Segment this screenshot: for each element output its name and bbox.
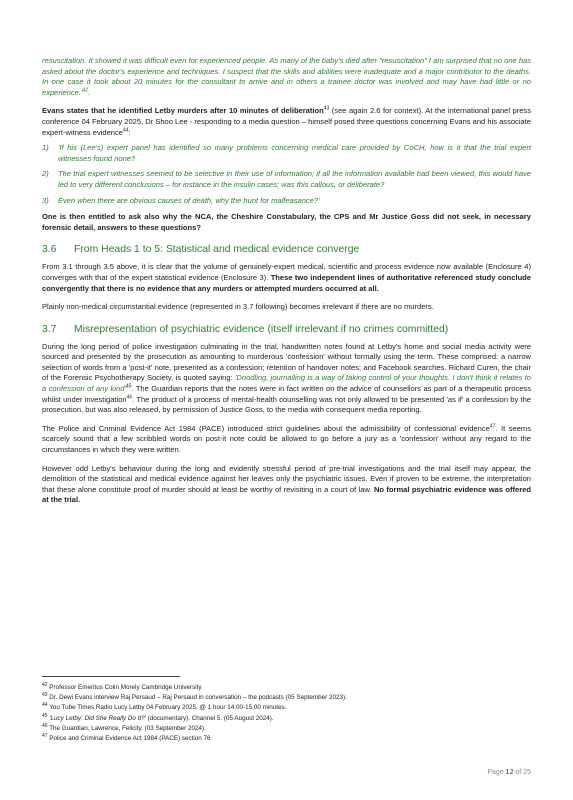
footnote-divider: [42, 676, 180, 677]
footnote-ref: 44: [122, 127, 129, 134]
footnotes: [42, 683, 532, 744]
footnote-ref: 46: [126, 394, 133, 401]
quote-text: resuscitation. It showed it was difficult even for experienced people. As many of the baby's died after "resuscitation" I am surprised that no one has asked about the doctor's experience and techniques. I suspect that the skills and abilities were inadequate and a major contributor to the deaths. In one case it took about 20 minutes for the consultant to arrive and in others a trainee doctor was involved and may have had little or no experience.': [42, 56, 531, 97]
footnote-number: 47: [42, 732, 48, 739]
section-number: 3.6: [42, 244, 57, 256]
page-current: 12: [505, 769, 514, 776]
footnote-ref: 43: [323, 105, 330, 112]
paragraph-pace: [42, 424, 531, 456]
footnote-ref: 47: [489, 423, 496, 430]
page-prefix: Page: [487, 769, 506, 776]
footnote-ref: 45: [125, 383, 132, 390]
paragraph-text: . The product of a process of mental-health counselling was not only allowed to be presented 'as if' a confession by the prosecution, but was also released, by permission of Justice Goss, to the media with consequent media reporting.: [42, 394, 531, 415]
paragraph-text: :: [128, 127, 131, 137]
footnote-ref: 42: [82, 87, 89, 94]
paragraph-notes: [42, 342, 531, 416]
page-number: [487, 769, 531, 776]
list-item: [42, 196, 531, 207]
footnote: [42, 703, 532, 713]
section-title: From Heads 1 to 5: Statistical and medical evidence converge: [74, 244, 360, 256]
paragraph-text: During the long period of police investigation culminating in the trial, handwritten notes found at Letby's home and social media activity were sourced and presented by the prosecution as amounting to murderous 'confession' without formally using the term. These comprised: a narrow selection of words from a 'post-it' note, presented as a confession; retention of handover notes; and Facebook searches. Richard Curen, the chair of the Forensic Psychotherapy Society, is quoted saying:: [42, 341, 531, 383]
section-heading-3-7: [42, 323, 531, 336]
paragraph-entitled: One is then entitled to ask also why the NCA, the Cheshire Constabulary, the CPS and Mr Justice Goss did not seek, in necessary forensic detail, answers to these questions?: [42, 212, 531, 232]
footnote-number: 42: [42, 681, 48, 688]
list-number: 1): [42, 143, 49, 153]
page-total: 25: [523, 769, 531, 776]
paragraph-text: The Police and Criminal Evidence Act 1984 (PACE) introduced strict guidelines about the admissibility of confessional evidence: [42, 423, 490, 433]
footnote-number: 44: [42, 702, 48, 709]
list-text: Even when there are obvious causes of death, why the hunt for malfeasance?': [58, 195, 320, 205]
footnote-text: (documentary). Channel 5. (05 August 2024).: [145, 714, 274, 722]
footnote-text: Professor Emeritus Colin Morely Cambridge University: [47, 684, 202, 691]
paragraph-circumstantial: Plainly non-medical circumstantial evidence (represented in 3.7 following) becomes irrelevant if there are no murders.: [42, 302, 434, 312]
paragraph-text: (see again 2.6 for context). At the international panel press conference 04 February 2025, Dr Shoo Lee - responding to a media question – himself posed three questions concerning Evans and his associate expert-witness evidence: [42, 106, 531, 137]
list-number: 2): [42, 169, 49, 179]
paragraph-text: From 3.1 through 3.5 above, it is clear that the volume of genuinely-expert medical, scientific and process evidence now available (Enclosure 4) converges with that of the expert statistical evidence (Enclosure 3).: [42, 262, 531, 282]
bold-statement: These two independent lines of authoritative referenced study conclude convergently that there is no evidence that any murders or attempted murders occurred at all.: [42, 272, 531, 293]
footnote-number: 43: [42, 692, 48, 699]
paragraph-text: . The Guardian reports that the notes were in fact written on the advice of counsellors as part of a therapeutic process whilst under investigation: [42, 384, 531, 404]
quote-text: 'Doodling, journalling is a way of taking control of your thoughts. I don't think it relates to a confession of any kind': [42, 373, 531, 394]
bold-statement: Evans states that he identified Letby murders after 10 minutes of deliberation: [42, 106, 324, 116]
list-text: 'If his (Lee's) expert panel has identified so many problems concerning medical care provided by CoCH, how is it that the trial expert witnesses found none?: [58, 143, 531, 163]
quote-block: resuscitation. It showed it was difficult even for experienced people. As many of the baby's died after "resuscitation" I am surprised that no one has asked about the doctor's experience and techniques. I suspect that the skills and abilities were inadequate and a major contributor to the deaths. In one case it took about 20 minutes for the consultant to arrive and in others a trainee doctor was involved and may have had little or no $experience.'^{42}$.: [42, 56, 531, 97]
footnote: [42, 734, 532, 744]
paragraph-text: However odd Letby's behaviour during the long and evidently stressful period of pre-trial investigations and the trial itself may appear, the demolition of the statistical and medical evidence against her leaves only the psychiatric issues. Even if proven to be extreme, the interpretation that these alone constitute proof of murder should at least be worthy of revisiting in a court of law.: [42, 463, 531, 494]
list-text: The trial expert witnesses seemed to be selective in their use of information; if all the information available had been viewed, this would have led to very different conclusions – for instance in the insulin cases; was this callous, or deliberate?: [58, 169, 531, 189]
footnote: [42, 683, 532, 693]
questions-list: [42, 143, 531, 206]
bold-statement: No formal psychiatric evidence was offered at the trial.: [42, 484, 532, 505]
footnote-text: Dr. Dewi Evans interview Raj Persaud – Raj Persaud in conversation – the podcasts (05 September 2023).: [47, 694, 347, 702]
footnote-number: 46: [42, 722, 48, 729]
paragraph-psychiatric: [42, 464, 531, 506]
page-middle: of: [513, 769, 524, 776]
footnote-text: Police and Criminal Evidence Act 1984 (PACE) section 76: [47, 735, 211, 743]
section-title: Misrepresentation of psychiatric evidence (itself irrelevant if no crimes committed): [74, 323, 449, 335]
footnote-text: The Guardian, Lawrence, Felicity. (03 September 2024).: [47, 724, 206, 732]
footnote-title: 'Lucy Letby: Did She Really Do It?': [47, 714, 146, 722]
footnote-number: 45: [42, 712, 48, 719]
list-item: [42, 143, 531, 164]
footnote: [42, 714, 532, 724]
paragraph-text: . It seems scarcely sound that a few scribbled words on post-it note could be allowed to go before a jury as a 'confession' without any regard to the circumstances in which they were written.: [42, 423, 531, 455]
list-number: 3): [42, 195, 49, 205]
paragraph-convergence: [42, 262, 531, 294]
footnote: [42, 693, 532, 703]
footnote: [42, 724, 532, 734]
list-item: [42, 169, 531, 190]
paragraph-evans: [42, 106, 531, 138]
section-heading-3-6: [42, 243, 531, 256]
footnote-text: You Tube Times Radio Lucy Letby 04 February 2025, @ 1 hour 14.00-15.00 minutes.: [47, 704, 287, 712]
section-number: 3.7: [42, 323, 57, 335]
